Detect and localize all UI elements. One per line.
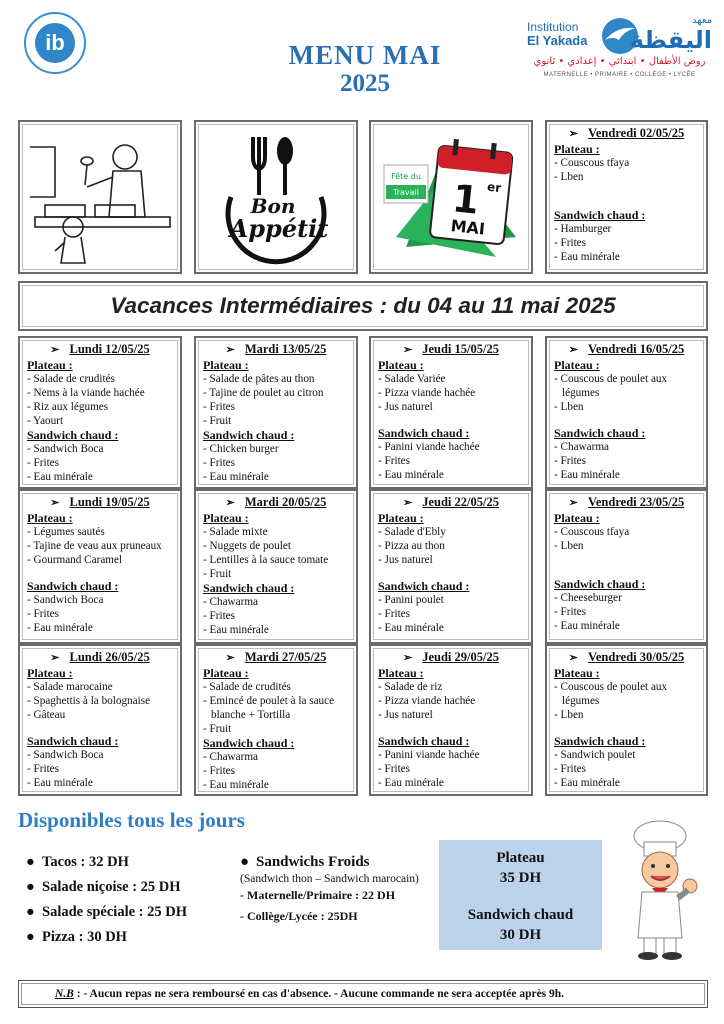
sandwich-item: - Frites xyxy=(27,608,60,620)
price-sandwich-value: 30 DH xyxy=(499,927,542,943)
may-day-sup: er xyxy=(486,179,502,196)
title-line-1: MENU MAI xyxy=(288,40,442,70)
vacation-banner: Vacances Intermédiaires : du 04 au 11 mai 2025 xyxy=(18,281,708,331)
price-sandwich-label: Sandwich chaud xyxy=(467,907,574,923)
sandwich-item: - Eau minérale xyxy=(378,469,444,481)
levels-ar: روض الأطفال • ابتدائي • إعدادي • ثانوي xyxy=(533,56,706,67)
sandwich-item: - Sandwich Boca xyxy=(27,594,104,606)
sandwich-item: - Frites xyxy=(203,610,236,622)
plateau-item: légumes xyxy=(562,387,600,399)
school-name-fr-2: El Yakada xyxy=(527,33,588,48)
list-item: ● Tacos : 32 DH xyxy=(26,854,129,870)
plateau-item: - Riz aux légumes xyxy=(27,401,109,413)
day-card-v23 xyxy=(545,489,708,644)
sandwichs-froids: ● Sandwichs Froids (Sandwich thon – Sandwich marocain) - Maternelle/Primaire : 22 DH - Collège/Lycée : 25DH xyxy=(240,854,419,923)
sandwich-label: Sandwich chaud : xyxy=(554,577,646,591)
day-title: ➢ Jeudi 22/05/25 xyxy=(403,495,499,509)
bon-appetit-illustration xyxy=(194,120,358,274)
page-title xyxy=(230,40,500,98)
plateau-item: - Gourmand Caramel xyxy=(27,554,123,566)
bon-appetit-icon xyxy=(201,127,351,267)
plateau-item: - Salade de crudités xyxy=(27,373,115,385)
plateau-item: - Salade Variée xyxy=(378,373,446,385)
plateau-item: - Lben xyxy=(554,401,584,413)
daily-items-list xyxy=(26,854,187,954)
plateau-item: - Salade d'Ebly xyxy=(378,526,446,538)
plateau-item: - Lben xyxy=(554,540,584,552)
plateau-item: - Nems à la viande hachée xyxy=(27,387,145,399)
item-salade-nicoise: Salade niçoise : 25 DH xyxy=(42,879,181,895)
day-title: ➢ Lundi 19/05/25 xyxy=(50,495,150,509)
plateau-item: - Pizza viande hachée xyxy=(378,695,476,707)
ib-logo-mark: ib xyxy=(35,23,75,63)
sandwich-item: - Frites xyxy=(27,457,60,469)
sandwich-item: - Eau minérale xyxy=(554,620,620,632)
day-title-text: Mardi 20/05/25 xyxy=(244,495,327,509)
school-logo xyxy=(527,14,712,84)
day-title: ➢ Lundi 12/05/25 xyxy=(50,342,150,356)
sandwich-item: - Frites xyxy=(27,763,60,775)
day-title-text: Vendredi 23/05/25 xyxy=(588,495,685,509)
school-name-fr-1: Institution xyxy=(527,20,579,34)
sandwich-item: - Chawarma xyxy=(554,441,609,453)
sandwich-item: - Frites xyxy=(378,455,411,467)
plateau-item: - Légumes sautés xyxy=(27,526,105,538)
plateau-item: - Couscous tfaya xyxy=(554,157,630,169)
fete-travail-illustration xyxy=(369,120,533,274)
day-card-j15 xyxy=(369,336,533,489)
list-item: ● Pizza : 30 DH xyxy=(26,929,127,945)
day-card-l26 xyxy=(18,644,182,796)
froids-subtitle: (Sandwich thon – Sandwich marocain) xyxy=(240,873,419,885)
day-card-v30 xyxy=(545,644,708,796)
plateau-item: - Jus naturel xyxy=(378,401,433,413)
appetit-text: Appétit xyxy=(229,214,329,243)
day-title-text: Vendredi 02/05/25 xyxy=(588,126,685,140)
sandwich-item: - Eau minérale xyxy=(27,622,93,634)
sandwich-label: Sandwich chaud : xyxy=(378,426,470,440)
plateau-label: Plateau : xyxy=(378,511,424,525)
day-card-m20 xyxy=(194,489,358,644)
plateau-item: - Spaghettis à la bolognaise xyxy=(27,695,151,707)
school-name-ar-main: اليقظة xyxy=(629,26,712,54)
sandwich-label: Sandwich chaud : xyxy=(203,428,295,442)
plateau-item: - Lentilles à la sauce tomate xyxy=(203,554,329,566)
chef-serving-illustration xyxy=(18,120,182,274)
froids-price-college: - Collège/Lycée : 25DH xyxy=(240,909,358,923)
plateau-item: - Lben xyxy=(554,709,584,721)
note-text: : - Aucun repas ne sera remboursé en cas d'absence. - Aucune commande ne sera acceptée après 9h. xyxy=(73,988,565,1000)
day-card-m27 xyxy=(194,644,358,796)
day-card-m13 xyxy=(194,336,358,489)
may-day-number: 1 xyxy=(450,176,482,223)
price-plateau-value: 35 DH xyxy=(499,870,542,886)
plateau-item: - Nuggets de poulet xyxy=(203,540,291,552)
plateau-label: Plateau : xyxy=(203,666,249,680)
fete-text-1: Fête du xyxy=(391,172,421,181)
sandwich-item: - Eau minérale xyxy=(378,622,444,634)
day-title-text: Lundi 26/05/25 xyxy=(69,650,150,664)
day-title: ➢ Jeudi 15/05/25 xyxy=(403,342,499,356)
may-month: MAI xyxy=(449,216,486,239)
day-title-text: Vendredi 30/05/25 xyxy=(588,650,685,664)
sandwich-item: - Panini viande hachée xyxy=(378,441,480,453)
item-salade-speciale: Salade spéciale : 25 DH xyxy=(42,904,187,920)
day-title-text: Jeudi 29/05/25 xyxy=(422,650,499,664)
sandwich-label: Sandwich chaud : xyxy=(27,428,119,442)
plateau-item: - Salade de crudités xyxy=(203,681,291,693)
plateau-label: Plateau : xyxy=(378,666,424,680)
plateau-item: - Salade de riz xyxy=(378,681,443,693)
chef-serving-icon xyxy=(25,127,175,267)
plateau-item: - Tajine de veau aux pruneaux xyxy=(27,540,162,552)
sandwich-item: - Chicken burger xyxy=(203,443,279,455)
plateau-item: - Salade mixte xyxy=(203,526,268,538)
plateau-label: Plateau : xyxy=(203,358,249,372)
sandwich-item: - Frites xyxy=(203,457,236,469)
day-title: ➢ Vendredi 30/05/25 xyxy=(568,650,685,664)
froids-price-primaire: - Maternelle/Primaire : 22 DH xyxy=(240,888,396,902)
sandwich-label: Sandwich chaud : xyxy=(378,579,470,593)
sandwich-item: - Eau minérale xyxy=(554,251,620,263)
sandwich-item: - Eau minérale xyxy=(27,777,93,789)
plateau-item: légumes xyxy=(562,695,600,707)
plateau-item: - Couscous de poulet aux xyxy=(554,373,668,385)
plateau-item: - Fruit xyxy=(203,723,232,735)
plateau-label: Plateau : xyxy=(27,358,73,372)
day-title: ➢ Mardi 20/05/25 xyxy=(225,495,327,509)
plateau-item: - Jus naturel xyxy=(378,709,433,721)
fete-text-2: Travail xyxy=(393,188,419,197)
sandwich-item: - Frites xyxy=(378,608,411,620)
sandwich-item: - Panini poulet xyxy=(378,594,444,606)
chef-icon xyxy=(618,818,708,962)
plateau-item: - Couscous tfaya xyxy=(554,526,630,538)
froids-title: Sandwichs Froids xyxy=(256,854,370,870)
footer-note xyxy=(18,980,708,1008)
sandwich-item: - Sandwich poulet xyxy=(554,749,636,761)
plateau-item: - Gâteau xyxy=(27,709,66,721)
day-title: ➢ Vendredi 23/05/25 xyxy=(568,495,685,509)
plateau-label: Plateau : xyxy=(554,142,600,156)
sandwich-item: - Frites xyxy=(203,765,236,777)
sandwich-item: - Eau minérale xyxy=(378,777,444,789)
day-title-text: Mardi 13/05/25 xyxy=(244,342,327,356)
plateau-item: - Tajine de poulet au citron xyxy=(203,387,324,399)
sandwich-item: - Eau minérale xyxy=(203,471,269,483)
sandwich-item: - Frites xyxy=(554,763,587,775)
sandwich-item: - Frites xyxy=(554,606,587,618)
plateau-label: Plateau : xyxy=(378,358,424,372)
day-card-j29 xyxy=(369,644,533,796)
day-card-j22 xyxy=(369,489,533,644)
day-card-l12 xyxy=(18,336,182,489)
sandwich-label: Sandwich chaud : xyxy=(554,426,646,440)
day-title: ➢ Vendredi 16/05/25 xyxy=(568,342,685,356)
list-item: ● Salade spéciale : 25 DH xyxy=(26,904,187,920)
sandwich-label: Sandwich chaud : xyxy=(554,734,646,748)
plateau-item: - Pizza au thon xyxy=(378,540,445,552)
sandwich-label: Sandwich chaud : xyxy=(554,208,646,222)
day-title: ➢ Mardi 13/05/25 xyxy=(225,342,327,356)
sandwich-label: Sandwich chaud : xyxy=(378,734,470,748)
sandwich-label: Sandwich chaud : xyxy=(203,581,295,595)
school-name-ar-small: معهد xyxy=(691,15,712,26)
plateau-item: - Pizza viande hachée xyxy=(378,387,476,399)
sandwich-label: Sandwich chaud : xyxy=(27,734,119,748)
plateau-label: Plateau : xyxy=(27,511,73,525)
plateau-label: Plateau : xyxy=(554,511,600,525)
plateau-item: - Couscous de poulet aux xyxy=(554,681,668,693)
day-title: ➢ Lundi 26/05/25 xyxy=(50,650,150,664)
sandwich-label: Sandwich chaud : xyxy=(203,736,295,750)
sandwich-item: - Eau minérale xyxy=(203,779,269,791)
sandwich-item: - Eau minérale xyxy=(203,624,269,636)
plateau-item: - Lben xyxy=(554,171,584,183)
plateau-label: Plateau : xyxy=(554,666,600,680)
sandwich-item: - Eau minérale xyxy=(554,469,620,481)
plateau-item: - Frites xyxy=(203,401,236,413)
day-title-text: Vendredi 16/05/25 xyxy=(588,342,685,356)
sandwich-item: - Panini viande hachée xyxy=(378,749,480,761)
day-title: ➢ Mardi 27/05/25 xyxy=(225,650,327,664)
plateau-item: - Emincé de poulet à la sauce xyxy=(203,695,335,707)
sandwich-item: - Eau minérale xyxy=(554,777,620,789)
plateau-item: - Yaourt xyxy=(27,415,64,427)
sandwich-item: - Eau minérale xyxy=(27,471,93,483)
day-card-l19 xyxy=(18,489,182,644)
sandwich-item: - Frites xyxy=(554,237,587,249)
plateau-item: - Salade de pâtes au thon xyxy=(203,373,315,385)
plateau-item: blanche + Tortilla xyxy=(211,709,291,721)
note-nb: N.B xyxy=(55,988,74,1000)
day-title-text: Jeudi 22/05/25 xyxy=(422,495,499,509)
item-tacos: Tacos : 32 DH xyxy=(42,854,129,870)
plateau-item: - Fruit xyxy=(203,415,232,427)
sandwich-item: - Frites xyxy=(554,455,587,467)
sandwich-item: - Sandwich Boca xyxy=(27,749,104,761)
sandwich-item: - Hamburger xyxy=(554,223,612,235)
day-title: ➢ Vendredi 02/05/25 xyxy=(568,126,685,140)
plateau-item: - Jus naturel xyxy=(378,554,433,566)
plateau-label: Plateau : xyxy=(554,358,600,372)
list-item: ● Salade niçoise : 25 DH xyxy=(26,879,181,895)
sandwich-item: - Chawarma xyxy=(203,751,258,763)
day-card-v16 xyxy=(545,336,708,489)
day-title-text: Lundi 19/05/25 xyxy=(69,495,150,509)
sandwich-item: - Chawarma xyxy=(203,596,258,608)
day-title-text: Jeudi 15/05/25 xyxy=(422,342,499,356)
ib-logo xyxy=(24,12,86,74)
price-box xyxy=(439,840,602,950)
item-pizza: Pizza : 30 DH xyxy=(42,929,127,945)
dispo-title: Disponibles tous les jours xyxy=(18,808,245,832)
day-title-text: Mardi 27/05/25 xyxy=(244,650,327,664)
sandwich-item: - Sandwich Boca xyxy=(27,443,104,455)
sandwich-item: - Frites xyxy=(378,763,411,775)
day-title-text: Lundi 12/05/25 xyxy=(69,342,150,356)
school-name-ar xyxy=(630,16,712,54)
plateau-item: - Fruit xyxy=(203,568,232,580)
plateau-item: - Salade marocaine xyxy=(27,681,113,693)
bon-text: Bon xyxy=(250,194,296,218)
day-title: ➢ Jeudi 29/05/25 xyxy=(403,650,499,664)
school-name-fr xyxy=(527,20,587,48)
sandwich-item: - Cheeseburger xyxy=(554,592,622,604)
title-line-2: 2025 xyxy=(340,70,390,97)
price-plateau-label: Plateau xyxy=(496,850,545,866)
sandwich-label: Sandwich chaud : xyxy=(27,579,119,593)
plateau-label: Plateau : xyxy=(203,511,249,525)
levels-fr: MATERNELLE • PRIMAIRE • COLLÈGE • LYCÉE xyxy=(543,72,696,78)
calendar-icon xyxy=(376,127,526,267)
day-card-v02 xyxy=(545,120,708,274)
plateau-label: Plateau : xyxy=(27,666,73,680)
